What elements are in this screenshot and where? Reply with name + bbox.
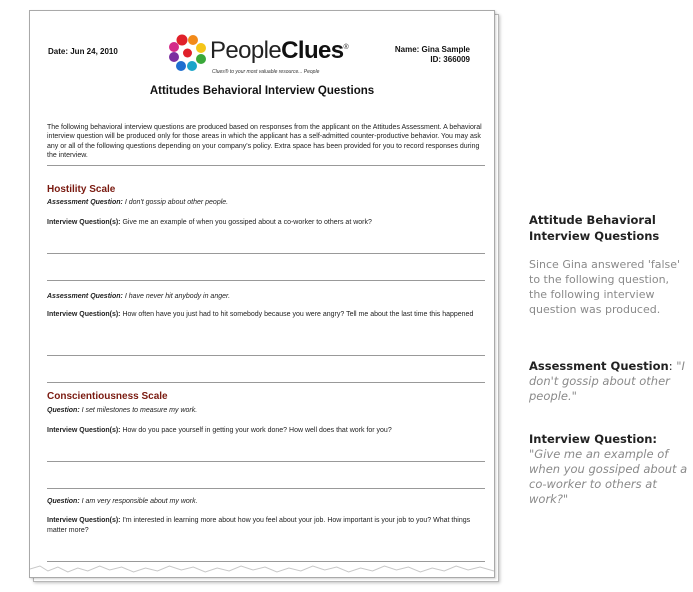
applicant-id: ID: 366009 — [430, 55, 470, 64]
interview-question: Interview Question(s): How often have you just had to hit somebody because you were angry? Tell me about the last time this happened — [47, 311, 474, 318]
assessment-question: Assessment Question: I have never hit anybody in anger. — [47, 293, 231, 300]
interview-question: Interview Question(s): Give me an example of when you gossiped about a co-worker to others at work? — [47, 219, 372, 226]
assessment-question: Question: I am very responsible about my work. — [47, 498, 198, 505]
section-heading: Hostility Scale — [47, 184, 116, 195]
caption-iq-quote: "Give me an example of when you gossiped about a co-worker to others at work?" — [529, 447, 688, 506]
answer-line — [47, 280, 485, 281]
section-heading: Conscientiousness Scale — [47, 391, 168, 402]
torn-edge — [30, 563, 494, 578]
interview-question: Interview Question(s): I'm interested in learning more about how you feel about your job. How important is your job to you? What things matter more? — [47, 517, 471, 534]
answer-line — [47, 461, 485, 462]
document-page — [29, 10, 495, 578]
assessment-question: Question: I set milestones to measure my work. — [47, 407, 198, 414]
applicant-info — [395, 45, 470, 65]
interview-question: Interview Question(s): How do you pace yourself in getting your work done? How well does that work for you? — [47, 427, 392, 434]
document-title: Attitudes Behavioral Interview Questions — [149, 85, 375, 97]
applicant-name: Name: Gina Sample — [394, 45, 470, 54]
document-preview — [29, 10, 501, 584]
answer-line — [47, 355, 485, 356]
assessment-question: Assessment Question: I don't gossip about other people. — [47, 199, 229, 206]
caption-aq-label: Assessment Question — [529, 359, 669, 373]
caption-aq-quote: "I don't gossip about other people." — [529, 359, 685, 403]
answer-line — [47, 253, 485, 254]
logo-dots-icon — [168, 33, 208, 73]
caption-interview-question — [529, 432, 689, 507]
caption-title: Attitude Behavioral Interview Questions — [529, 213, 660, 243]
document-intro: The following behavioral interview questions are produced based on responses from the applicant on the Attitudes Assessment. A behavioral interview question will be produced only for those areas in which the applicant has a self-admitted counter-productive behavior. You may ask any or all of the following questions depending on your company's policy. Extra space has been provided for you to record responses during the interview. — [47, 124, 482, 159]
answer-line — [47, 561, 485, 562]
peopleclues-logo — [168, 33, 368, 79]
logo-wordmark: PeopleClues® — [210, 37, 349, 64]
answer-line — [47, 382, 485, 383]
caption-body: Since Gina answered 'false' to the following question, the following interview question was produced. — [529, 258, 681, 316]
document-date: Date: Jun 24, 2010 — [48, 47, 118, 56]
caption-iq-label: Interview Question: — [529, 432, 658, 446]
caption-assessment-question: Assessment Question: "I don't gossip about other people." — [529, 359, 685, 403]
answer-line — [47, 488, 485, 489]
logo-tagline: Clues® to your most valuable resource... People — [212, 69, 320, 75]
divider — [47, 165, 485, 166]
